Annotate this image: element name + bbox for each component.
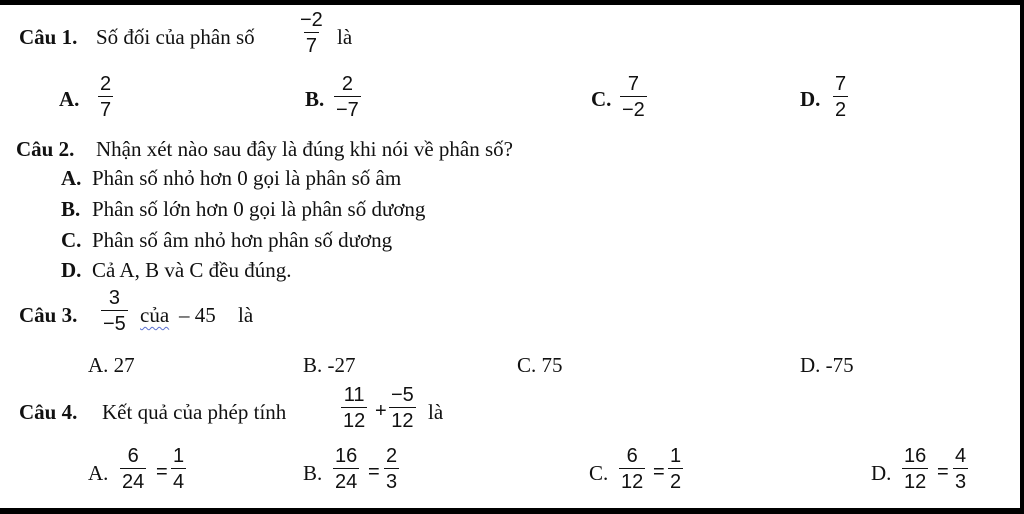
q4-option-a-right (171, 446, 186, 492)
q2-text: Nhận xét nào sau đây là đúng khi nói về phân số? (96, 137, 513, 161)
q1-text-after: là (337, 25, 353, 49)
q2-option-c-letter: C. (61, 228, 82, 252)
q1-option-b-fraction (334, 74, 361, 120)
q4-text: Kết quả của phép tính (102, 400, 287, 424)
q4-option-c-left (619, 446, 645, 492)
q4-option-a-left-den: 24 (120, 468, 146, 492)
q3-fraction (101, 288, 128, 334)
q4-option-a-right-den: 4 (171, 468, 186, 492)
q4-option-c-letter: C. (589, 461, 609, 485)
q2-option-d-text: Cả A, B và C đều đúng. (92, 258, 292, 282)
q1-fraction-num: −2 (300, 9, 323, 31)
q1-option-b-den: −7 (334, 96, 361, 120)
q4-option-c-left-num: 6 (626, 445, 638, 467)
q1-label: Câu 1. (19, 25, 78, 49)
q4-option-a-right-num: 1 (173, 445, 185, 467)
q4-label: Câu 4. (19, 400, 78, 424)
q1-option-a-num: 2 (100, 73, 112, 95)
q1-option-c-fraction (620, 74, 647, 120)
q4-option-c-right-num: 1 (670, 445, 682, 467)
worksheet-page (0, 5, 1020, 508)
q4-fraction-1-den: 12 (341, 407, 367, 431)
q4-fraction-2-num: −5 (391, 384, 414, 406)
q2-option-d-letter: D. (61, 258, 82, 282)
q2-option-b-text: Phân số lớn hơn 0 gọi là phân số dương (92, 197, 426, 221)
q1-option-a-den: 7 (98, 96, 113, 120)
q4-fraction-1 (341, 385, 367, 431)
q4-option-d-right (953, 446, 968, 492)
q1-option-d-den: 2 (833, 96, 848, 120)
q2-option-b-letter: B. (61, 197, 81, 221)
q3-label: Câu 3. (19, 303, 78, 327)
q1-option-d-fraction (833, 74, 848, 120)
q1-option-d-letter: D. (800, 87, 821, 111)
q4-option-d-left (902, 446, 928, 492)
q2-option-a-letter: A. (61, 166, 82, 190)
q4-option-a-equals: = (156, 461, 168, 483)
q4-option-d-equals: = (937, 461, 949, 483)
q4-option-d-left-num: 16 (904, 445, 927, 467)
q4-option-c-equals: = (653, 461, 665, 483)
q4-option-a-letter: A. (88, 461, 109, 485)
q1-fraction (298, 10, 325, 56)
q2-option-a-text: Phân số nhỏ hơn 0 gọi là phân số âm (92, 166, 402, 190)
q1-option-a-letter: A. (59, 87, 80, 111)
q4-option-c-right-den: 2 (668, 468, 683, 492)
q3-option-d: D. -75 (800, 353, 854, 377)
q4-option-b-left-den: 24 (333, 468, 359, 492)
q4-option-c-right (668, 446, 683, 492)
q1-option-c-num: 7 (627, 73, 639, 95)
q1-option-c-den: −2 (620, 96, 647, 120)
q4-option-b-left-num: 16 (335, 445, 358, 467)
q3-option-a: A. 27 (88, 353, 135, 377)
q4-option-d-right-den: 3 (953, 468, 968, 492)
q1-option-c-letter: C. (591, 87, 612, 111)
q1-option-b-letter: B. (305, 87, 325, 111)
q1-fraction-den: 7 (304, 32, 319, 56)
q4-text-after: là (428, 400, 444, 424)
q3-option-b: B. -27 (303, 353, 356, 377)
q4-option-a-left (120, 446, 146, 492)
q4-option-b-left (333, 446, 359, 492)
q3-fraction-num: 3 (108, 287, 120, 309)
q3-option-c: C. 75 (517, 353, 563, 377)
q4-option-b-right-den: 3 (384, 468, 399, 492)
q4-option-c-left-den: 12 (619, 468, 645, 492)
q3-text-after: – 45 (179, 303, 216, 327)
q4-option-d-left-den: 12 (902, 468, 928, 492)
q4-fraction-1-num: 11 (343, 384, 365, 406)
q1-text: Số đối của phân số (96, 25, 255, 49)
q4-fraction-2-den: 12 (389, 407, 415, 431)
q4-option-b-right-num: 2 (386, 445, 398, 467)
q2-label: Câu 2. (16, 137, 75, 161)
q2-option-c-text: Phân số âm nhỏ hơn phân số dương (92, 228, 393, 252)
q4-option-b-right (384, 446, 399, 492)
q4-option-b-equals: = (368, 461, 380, 483)
q4-option-d-letter: D. (871, 461, 892, 485)
q3-word-la: là (238, 303, 254, 327)
q3-word-cua: của (140, 303, 170, 327)
q4-plus: + (375, 400, 387, 422)
q1-option-b-num: 2 (341, 73, 353, 95)
q4-option-a-left-num: 6 (127, 445, 139, 467)
q4-option-b-letter: B. (303, 461, 323, 485)
q4-fraction-2 (389, 385, 416, 431)
q4-option-d-right-num: 4 (955, 445, 967, 467)
q1-option-a-fraction (98, 74, 113, 120)
q3-fraction-den: −5 (101, 310, 128, 334)
q1-option-d-num: 7 (835, 73, 847, 95)
